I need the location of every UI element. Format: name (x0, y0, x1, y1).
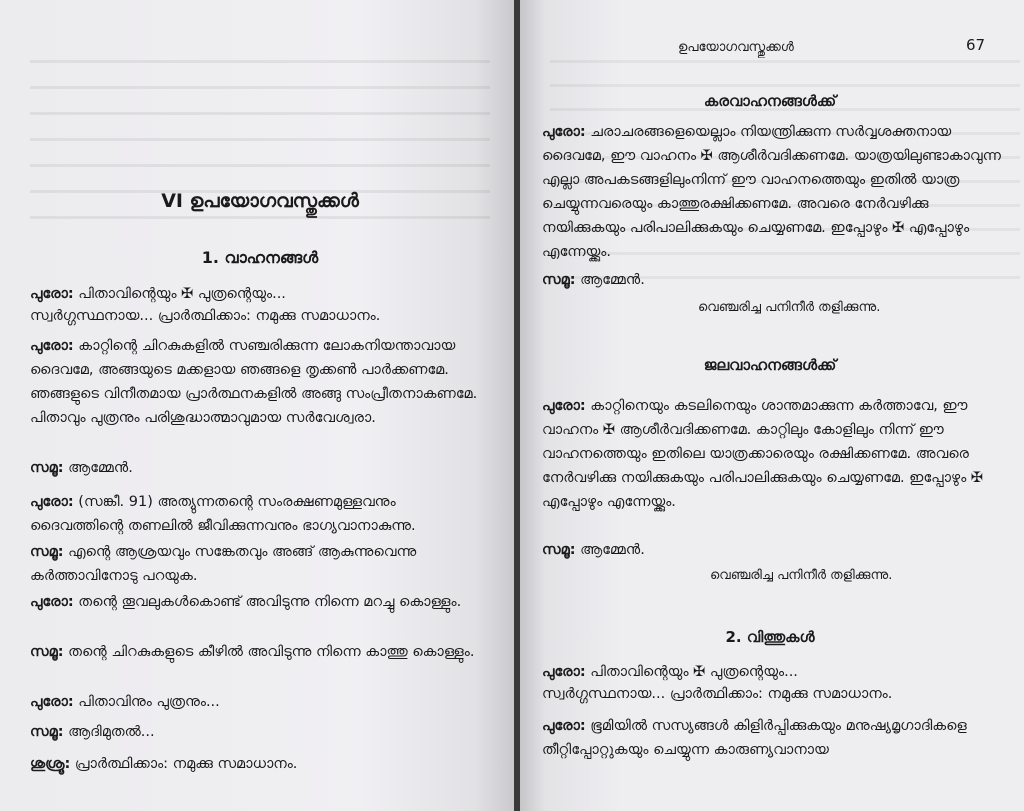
liturgy-block (542, 120, 1006, 264)
section-title: 2. വിത്തുകൾ (725, 628, 815, 646)
block-text: ആദിമുതൽ... (68, 724, 155, 740)
block-text: സ്വർഗ്ഗസ്ഥനായ... പ്രാർത്ഥിക്കാം: നമുക്കു സമാധാനം. (542, 686, 893, 702)
page-number: 67 (966, 36, 986, 54)
speaker-label: പുരോ: (542, 664, 586, 680)
liturgy-block (30, 590, 492, 614)
liturgy-block (542, 660, 1002, 684)
block-text: ആമ്മേൻ. (580, 272, 645, 288)
speaker-label: സമൂ: (542, 542, 576, 558)
liturgy-block (30, 690, 490, 714)
liturgy-block (30, 490, 492, 538)
chapter-title: VI ഉപയോഗവസ്തുക്കൾ (161, 190, 359, 212)
running-header: ഉപയോഗവസ്തുക്കൾ (678, 40, 794, 55)
liturgy-block (30, 540, 492, 588)
liturgy-block (542, 714, 1006, 762)
block-text: തന്റെ തൂവലുകൾകൊണ്ട് അവിടുന്നു നിന്നെ മറച്ചു കൊള്ളും. (78, 594, 462, 610)
block-text: ഭൂമിയിൽ സസ്യങ്ങൾ കിളിർപ്പിക്കുകയും മനുഷ്യമൃഗാദികളെ തീറ്റിപ്പോറ്റുകയും ചെയ്യുന്ന കാരുണ്യവാനായ (542, 718, 967, 758)
block-text: (സങ്കീ. 91) അത്യുന്നതന്റെ സംരക്ഷണമുള്ളവനും ദൈവത്തിന്റെ തണലിൽ ജീവിക്കുന്നവനും ഭാഗ്യവാനാകുന്നു. (30, 494, 416, 534)
speaker-label: പുരോ: (542, 718, 586, 734)
block-text: പിതാവിന്റെയും ✠ പുത്രന്റെയും... (590, 664, 798, 680)
liturgy-block (30, 304, 490, 328)
speaker-label: സമൂ: (542, 272, 576, 288)
liturgy-block (30, 640, 492, 664)
liturgy-block (542, 682, 1002, 706)
speaker-label: പുരോ: (30, 494, 74, 510)
speaker-label: പുരോ: (542, 398, 586, 414)
rubric-note: വെഞ്ചരിച്ച പനിനീർ തളിക്കുന്നു. (698, 300, 881, 315)
block-text: ആമ്മേൻ. (580, 542, 645, 558)
block-text: പിതാവിനും പുത്രനും... (78, 694, 220, 710)
speaker-label: സമൂ: (30, 724, 64, 740)
block-text: കാറ്റിന്റെ ചിറകുകളിൽ സഞ്ചരിക്കുന്ന ലോകനിയന്താവായ ദൈവമേ, അങ്ങയുടെ മക്കളായ ഞങ്ങളെ തൃക്കൺ പാർക്കണമേ. ഞങ്ങളുടെ വിനീതമായ പ്രാർത്ഥനകളിൽ അങ്ങു സംപ്രീതനാകണമേ. പിതാവും പുത്രനും പരിശുദ്ധാത്മാവുമായ സർവേശ്വരാ. (30, 338, 478, 426)
block-text: തന്റെ ചിറകുകളുടെ കീഴിൽ അവിടുന്നു നിന്നെ കാത്തു കൊള്ളും. (68, 644, 475, 660)
liturgy-block (30, 334, 492, 430)
liturgy-block (30, 282, 490, 306)
section-title: കരവാഹനങ്ങൾക്ക് (703, 92, 837, 110)
liturgy-block (542, 268, 1002, 292)
block-text: പ്രാർത്ഥിക്കാം: നമുക്കു സമാധാനം. (74, 756, 298, 772)
block-text: എന്റെ ആശ്രയവും സങ്കേതവും അങ്ങ് ആകുന്നുവെന്നു കർത്താവിനോടു പറയുക. (30, 544, 417, 584)
speaker-label: പുരോ: (30, 694, 74, 710)
speaker-label: പുരോ: (30, 594, 74, 610)
rubric-note: വെഞ്ചരിച്ച പനിനീർ തളിക്കുന്നു. (710, 568, 893, 583)
liturgy-block (30, 456, 490, 480)
liturgy-block (30, 720, 490, 744)
speaker-label: സമൂ: (30, 644, 64, 660)
speaker-label: സമൂ: (30, 460, 64, 476)
speaker-label: പുരോ: (542, 124, 586, 140)
block-text: ആമ്മേൻ. (68, 460, 133, 476)
section-title: ജലവാഹനങ്ങൾക്ക് (703, 356, 837, 374)
section-title: 1. വാഹനങ്ങൾ (201, 248, 319, 267)
liturgy-block (30, 752, 490, 776)
block-text: കാറ്റിനെയും കടലിനെയും ശാന്തമാക്കുന്ന കർത്താവേ, ഈ വാഹനം ✠ ആശീർവദിക്കണമേ. കാറ്റിലും കോളിലും നിന്ന് ഈ വാഹനത്തെയും ഇതിലെ യാത്രക്കാരെയും രക്ഷിക്കണമേ. അവരെ നേർവഴിക്കു നയിക്കുകയും പരിപാലിക്കുകയും ചെയ്യണമേ. ഇപ്പോഴും ✠ എപ്പോഴും എന്നേയ്ക്കും. (542, 398, 984, 510)
speaker-label: സമൂ: (30, 544, 64, 560)
speaker-label: ശുശ്രൂ: (30, 756, 71, 772)
block-text: സ്വർഗ്ഗസ്ഥനായ... പ്രാർത്ഥിക്കാം: നമുക്കു സമാധാനം. (30, 308, 381, 324)
block-text: പിതാവിന്റെയും ✠ പുത്രന്റെയും... (78, 286, 286, 302)
speaker-label: പുരോ: (30, 338, 74, 354)
liturgy-block (542, 538, 1002, 562)
right-page (520, 0, 1024, 811)
block-text: ചരാചരങ്ങളെയെല്ലാം നിയന്ത്രിക്കുന്ന സർവ്വശക്തനായ ദൈവമേ, ഈ വാഹനം ✠ ആശീർവദിക്കണമേ. യാത്രയിലുണ്ടാകാവുന്ന എല്ലാ അപകടങ്ങളിലുംനിന്ന് ഈ വാഹനത്തെയും ഇതിൽ യാത്ര ചെയ്യുന്നവരെയും കാത്തുരക്ഷിക്കണമേ. അവരെ നേർവഴിക്കു നയിക്കുകയും പരിപാലിക്കുകയും ചെയ്യണമേ. ഇപ്പോഴും ✠ എപ്പോഴും എന്നേയ്ക്കും. (542, 124, 1001, 260)
speaker-label: പുരോ: (30, 286, 74, 302)
liturgy-block (542, 394, 1006, 514)
